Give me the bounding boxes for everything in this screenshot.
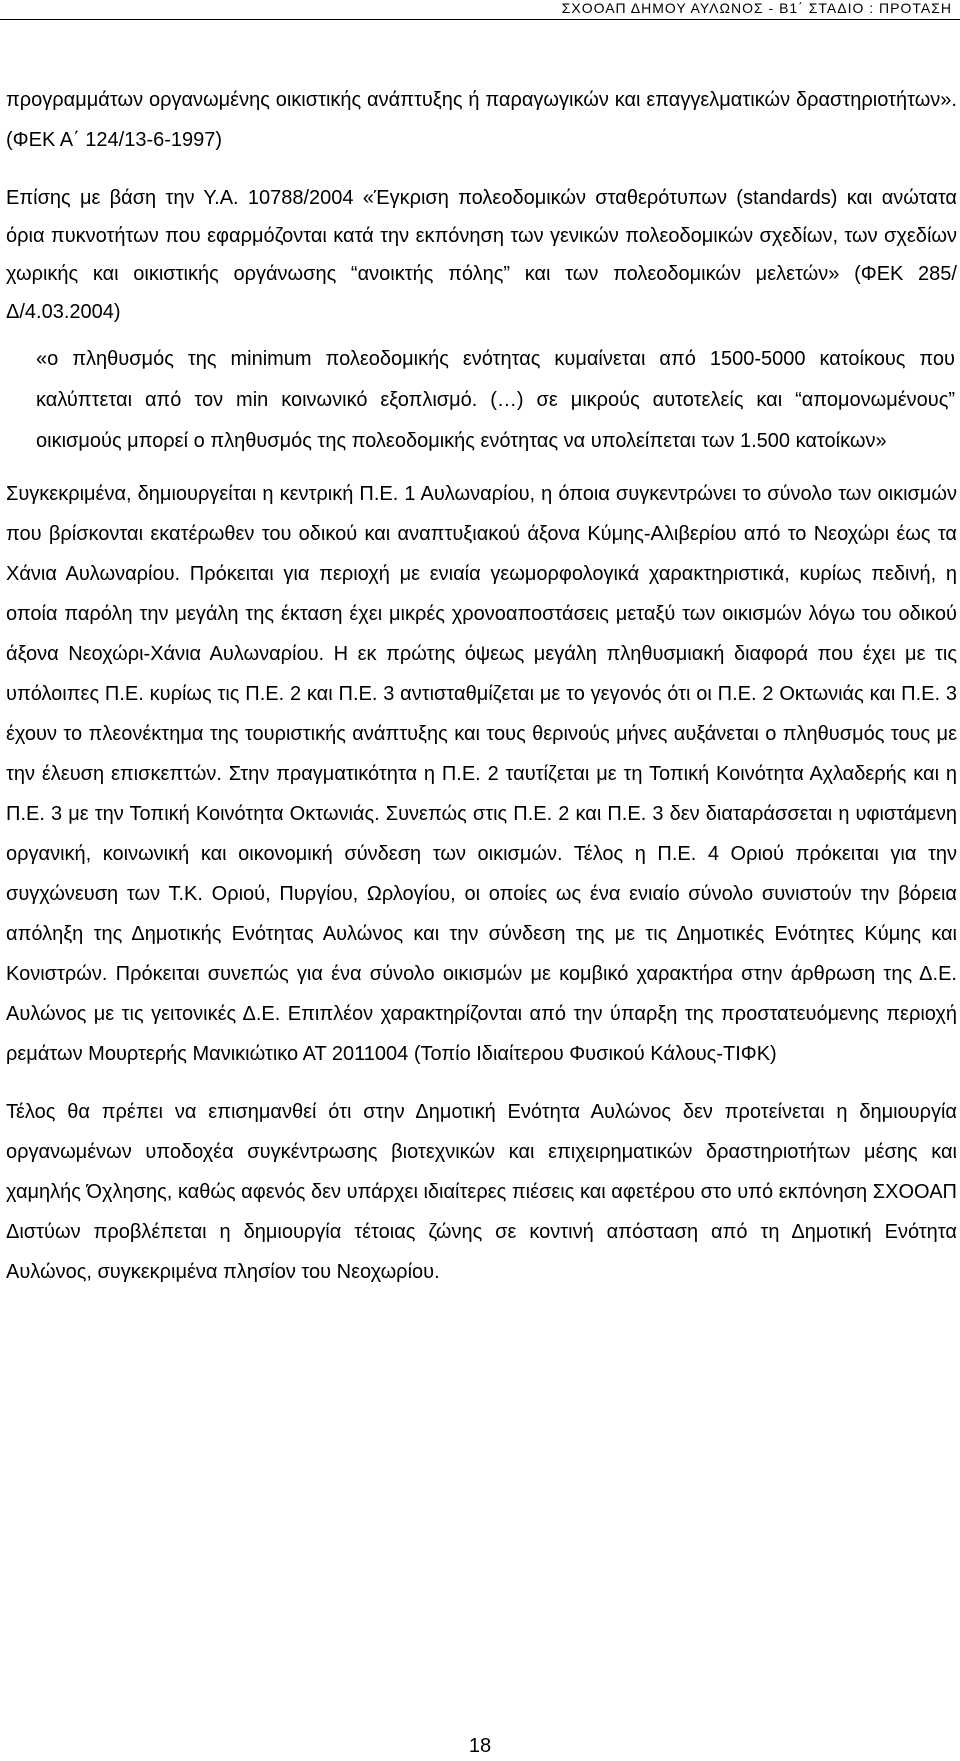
paragraph-conclusion: Τέλος θα πρέπει να επισημανθεί ότι στην Δημοτική Ενότητα Αυλώνος δεν προτείνεται η δημιουργία οργανωμένων υποδοχέα συγκέντρωσης βιοτεχνικών και επιχειρηματικών δραστηριοτήτων μέσης και χαμηλής Όχλησης, καθώς αφενός δεν υπάρχει ιδιαίτερες πιέσεις και αφετέρου στο υπό εκπόνηση ΣΧΟΟΑΠ Διστύων προβλέπεται η δημιουργία τέτοιας ζώνης σε κοντινή απόσταση από τη Δημοτική Ενότητα Αυλώνος, συγκεκριμένα πλησίον του Νεοχωρίου. bbox=[6, 1101, 957, 1283]
paragraph-urban-units: Συγκεκριμένα, δημιουργείται η κεντρική Π.Ε. 1 Αυλωναρίου, η όποια συγκεντρώνει το σύνολο των οικισμών που βρίσκονται εκατέρωθεν του οδικού και αναπτυξιακού άξονα Κύμης-Αλιβερίου από το Νεοχώρι έως τα Χάνια Αυλωναρίου. Πρόκειται για περιοχή με ενιαία γεωμορφολογικά χαρακτηριστικά, κυρίως πεδινή, η οποία παρόλη την μεγάλη της έκταση έχει μικρές χρονοαποστάσεις μεταξύ των οικισμών λόγω του οδικού άξονα Νεοχώρι-Χάνια Αυλωναρίου. Η εκ πρώτης όψεως μεγάλη πληθυσμιακή διαφορά που έχει με τις υπόλοιπες Π.Ε. κυρίως τις Π.Ε. 2 και Π.Ε. 3 αντισταθμίζεται με το γεγονός ότι οι Π.Ε. 2 Οκτωνιάς και Π.Ε. 3 έχουν το πλεονέκτημα της τουριστικής ανάπτυξης και τους θερινούς μήνες αυξάνεται ο πληθυσμός τους με την έλευση επισκεπτών. Στην πραγματικότητα η Π.Ε. 2 ταυτίζεται με τη Τοπική Κοινότητα Αχλαδερής και η Π.Ε. 3 με την Τοπική Κοινότητα Οκτωνιάς. Συνεπώς στις Π.Ε. 2 και Π.Ε. 3 δεν διαταράσσεται η υφιστάμενη οργανική, κοινωνική και οικονομική σύνδεση των οικισμών. Τέλος η Π.Ε. 4 Οριού πρόκειται για την συγχώνευση των Τ.Κ. Οριού, Πυργίου, Ωρλογίου, οι οποίες ως ένα ενιαίο σύνολο συνιστούν την βόρεια απόληξη της Δημοτικής Ενότητας Αυλώνος και την σύνδεση της με τις Δημοτικές Ενότητες Κύμης και Κονιστρών. Πρόκειται συνεπώς για ένα σύνολο οικισμών με κομβικό χαρακτήρα στην άρθρωση της Δ.Ε. Αυλώνος με τις γειτονικές Δ.Ε. Επιπλέον χαρακτηρίζονται από την ύπαρξη της προστατευόμενης περιοχή ρεμάτων Μουρτερής Μανικιώτικο ΑΤ 2011004 (Τοπίο Ιδιαίτερου Φυσικού Κάλους-ΤΙΦΚ) bbox=[6, 483, 957, 1065]
paragraph-standards-reference: Επίσης με βάση την Υ.Α. 10788/2004 «Έγκριση πολεοδομικών σταθερότυπων (standards) και ανώτατα όρια πυκνοτήτων που εφαρμόζονται κατά την εκπόνηση των γενικών πολεοδομικών σχεδίων, των σχεδίων χωρικής και οικιστικής οργάνωσης “ανοικτής πόλης” και των πολεοδομικών μελετών» (ΦΕΚ 285/Δ/4.03.2004) bbox=[6, 187, 957, 323]
paragraph-quote-ending: προγραμμάτων οργανωμένης οικιστικής ανάπτυξης ή παραγωγικών και επαγγελματικών δραστηριοτήτων». (ΦΕΚ Α΄ 124/13-6-1997) bbox=[6, 89, 957, 151]
running-header: ΣΧΟΟΑΠ ΔΗΜΟΥ ΑΥΛΩΝΟΣ - Β1΄ ΣΤΑΔΙΟ : ΠΡΟΤΑΣΗ bbox=[561, 0, 952, 16]
page-number: 18 bbox=[468, 1735, 492, 1757]
header-divider bbox=[0, 19, 960, 20]
document-body bbox=[6, 80, 957, 1292]
paragraph-population-quote: «ο πληθυσμός της minimum πολεοδομικής ενότητας κυμαίνεται από 1500-5000 κατοίκους που καλύπτεται από τον min κοινωνικό εξοπλισμό. (…) σε μικρούς αυτοτελείς και “απομονωμένους” οικισμούς μπορεί ο πληθυσμός της πολεοδομικής ενότητας να υπολείπεται των 1.500 κατοίκων» bbox=[36, 348, 955, 452]
